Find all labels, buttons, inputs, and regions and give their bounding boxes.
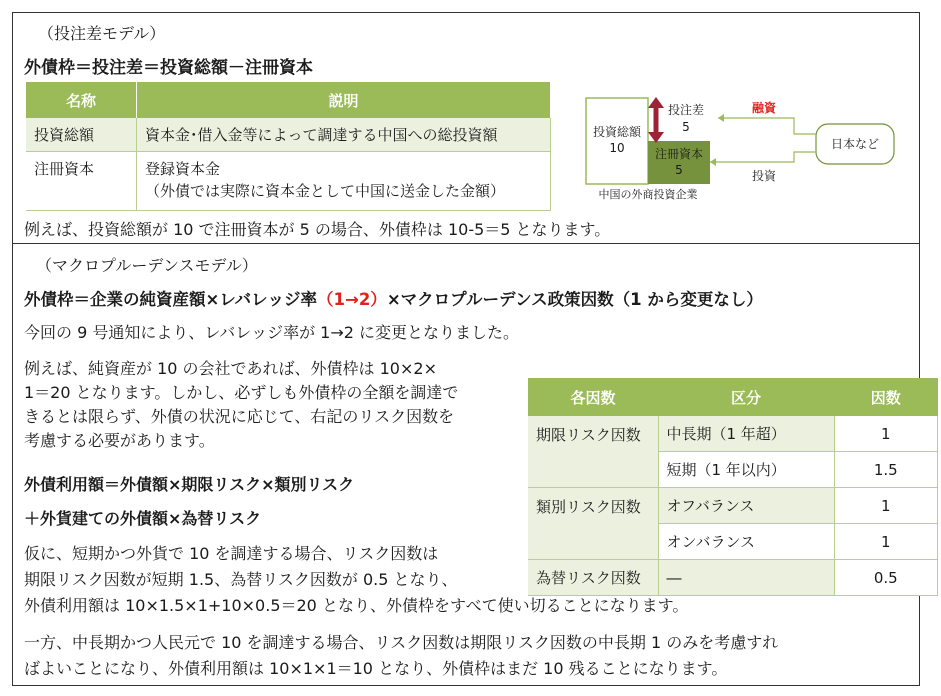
- term-name: 投資総額: [26, 118, 137, 152]
- term-name: 注冊資本: [26, 152, 137, 211]
- paragraph-line: 期限リスク因数が短期 1.5、為替リスク因数が 0.5 となり、: [24, 570, 458, 589]
- risk-category: ―: [658, 560, 834, 596]
- difference-value: 5: [682, 120, 690, 134]
- registered-capital-label: 注冊資本: [654, 147, 704, 161]
- risk-value: 1.5: [834, 452, 938, 488]
- risk-factor-name: 期限リスク因数: [528, 416, 658, 488]
- registered-capital-value: 5: [675, 163, 683, 177]
- paragraph-line: 例えば、純資産が 10 の会社であれば、外債枠は 10×2×: [24, 359, 437, 378]
- financing-arrow-line: [718, 118, 816, 134]
- risk-factor-table: [528, 378, 938, 596]
- term-table: [26, 82, 551, 211]
- table-row: [528, 488, 938, 524]
- section2-heading: （マクロプルーデンスモデル）: [36, 256, 258, 275]
- risk-value: 0.5: [834, 560, 938, 596]
- investment-arrow-head-icon: [710, 158, 716, 166]
- leverage-notice: 今回の 9 号通知により、レバレッジ率が 1→2 に変更となりました。: [24, 323, 520, 342]
- term-table-header-name: 名称: [26, 82, 137, 118]
- total-investment-value: 10: [609, 141, 625, 155]
- investment-diagram: [576, 94, 906, 206]
- investment-arrow-line: [710, 152, 816, 162]
- risk-factor-name: 類別リスク因数: [528, 488, 658, 560]
- paragraph-line: ばよいことになり、外債利用額は 10×1×1＝10 となり、外債枠はまだ 10 残ることになります。: [24, 659, 728, 678]
- table-row: [528, 560, 938, 596]
- total-investment-label: 投資総額: [592, 125, 642, 139]
- paragraph-line: 仮に、短期かつ外貨で 10 を調達する場合、リスク因数は: [24, 544, 439, 563]
- usage-formula-line1: 外債利用額＝外債額×期限リスク×類別リスク: [24, 475, 355, 494]
- paragraph-line: 外債利用額は 10×1.5×1+10×0.5＝20 となり、外債枠をすべて使い切ることになります。: [24, 596, 689, 615]
- risk-value: 1: [834, 524, 938, 560]
- financing-label: 融資: [751, 101, 777, 115]
- term-desc-note: （外債では実際に資本金として中国に送金した金額）: [145, 182, 506, 200]
- risk-value: 1: [834, 416, 938, 452]
- risk-value: 1: [834, 488, 938, 524]
- risk-table-header-category: 区分: [658, 378, 834, 416]
- usage-formula-line2: ＋外貨建ての外債額×為替リスク: [24, 509, 262, 528]
- risk-table-header-value: 因数: [834, 378, 938, 416]
- table-row: [528, 416, 938, 452]
- formula-part-b: ×マクロプルーデンス政策因数（1 から変更なし）: [386, 290, 763, 309]
- formula-part-a: 外債枠＝企業の純資産額×レバレッジ率: [24, 290, 318, 309]
- paragraph-line: きるとは限らず、外債の状況に応じて、右記のリスク因数を: [24, 407, 455, 426]
- risk-category: オンバランス: [658, 524, 834, 560]
- section1-example: 例えば、投資総額が 10 で注冊資本が 5 の場合、外債枠は 10-5＝5 となります。: [24, 220, 611, 239]
- long-term-example: [24, 630, 778, 682]
- risk-category: オフバランス: [658, 488, 834, 524]
- difference-label: 投注差: [667, 103, 705, 117]
- risk-category: 短期（1 年以内）: [658, 452, 834, 488]
- table-row: [26, 118, 551, 152]
- section-divider: [12, 243, 920, 244]
- paragraph-line: 1＝20 となります。しかし、必ずしも外債枠の全額を調達で: [24, 383, 459, 402]
- paragraph-line: 一方、中長期かつ人民元で 10 を調達する場合、リスク因数は期限リスク因数の中長期 1 のみを考慮すれ: [24, 633, 779, 652]
- risk-category: 中長期（1 年超）: [658, 416, 834, 452]
- term-table-header-desc: 説明: [137, 82, 551, 118]
- example-paragraph: [24, 357, 458, 453]
- term-desc: 資本金･借入金等によって調達する中国への総投資額: [137, 118, 551, 152]
- section1-heading: （投注差モデル）: [38, 24, 166, 43]
- japan-label: 日本など: [830, 137, 880, 151]
- formula-leverage-change: （1→2）: [317, 290, 387, 309]
- financing-arrow-head-icon: [718, 114, 724, 122]
- section1-formula: 外債枠＝投注差＝投資総額－注冊資本: [24, 58, 313, 78]
- company-label: 中国の外商投資企業: [598, 188, 698, 201]
- paragraph-line: 考慮する必要があります。: [24, 431, 215, 450]
- section2-formula: [24, 290, 763, 310]
- risk-table-header-factor: 各因数: [528, 378, 658, 416]
- investment-label: 投資: [751, 169, 777, 183]
- term-desc: 登録資本金: [145, 160, 221, 178]
- risk-factor-name: 為替リスク因数: [528, 560, 658, 596]
- table-row: [26, 152, 551, 211]
- difference-arrow-up-icon: [648, 97, 664, 108]
